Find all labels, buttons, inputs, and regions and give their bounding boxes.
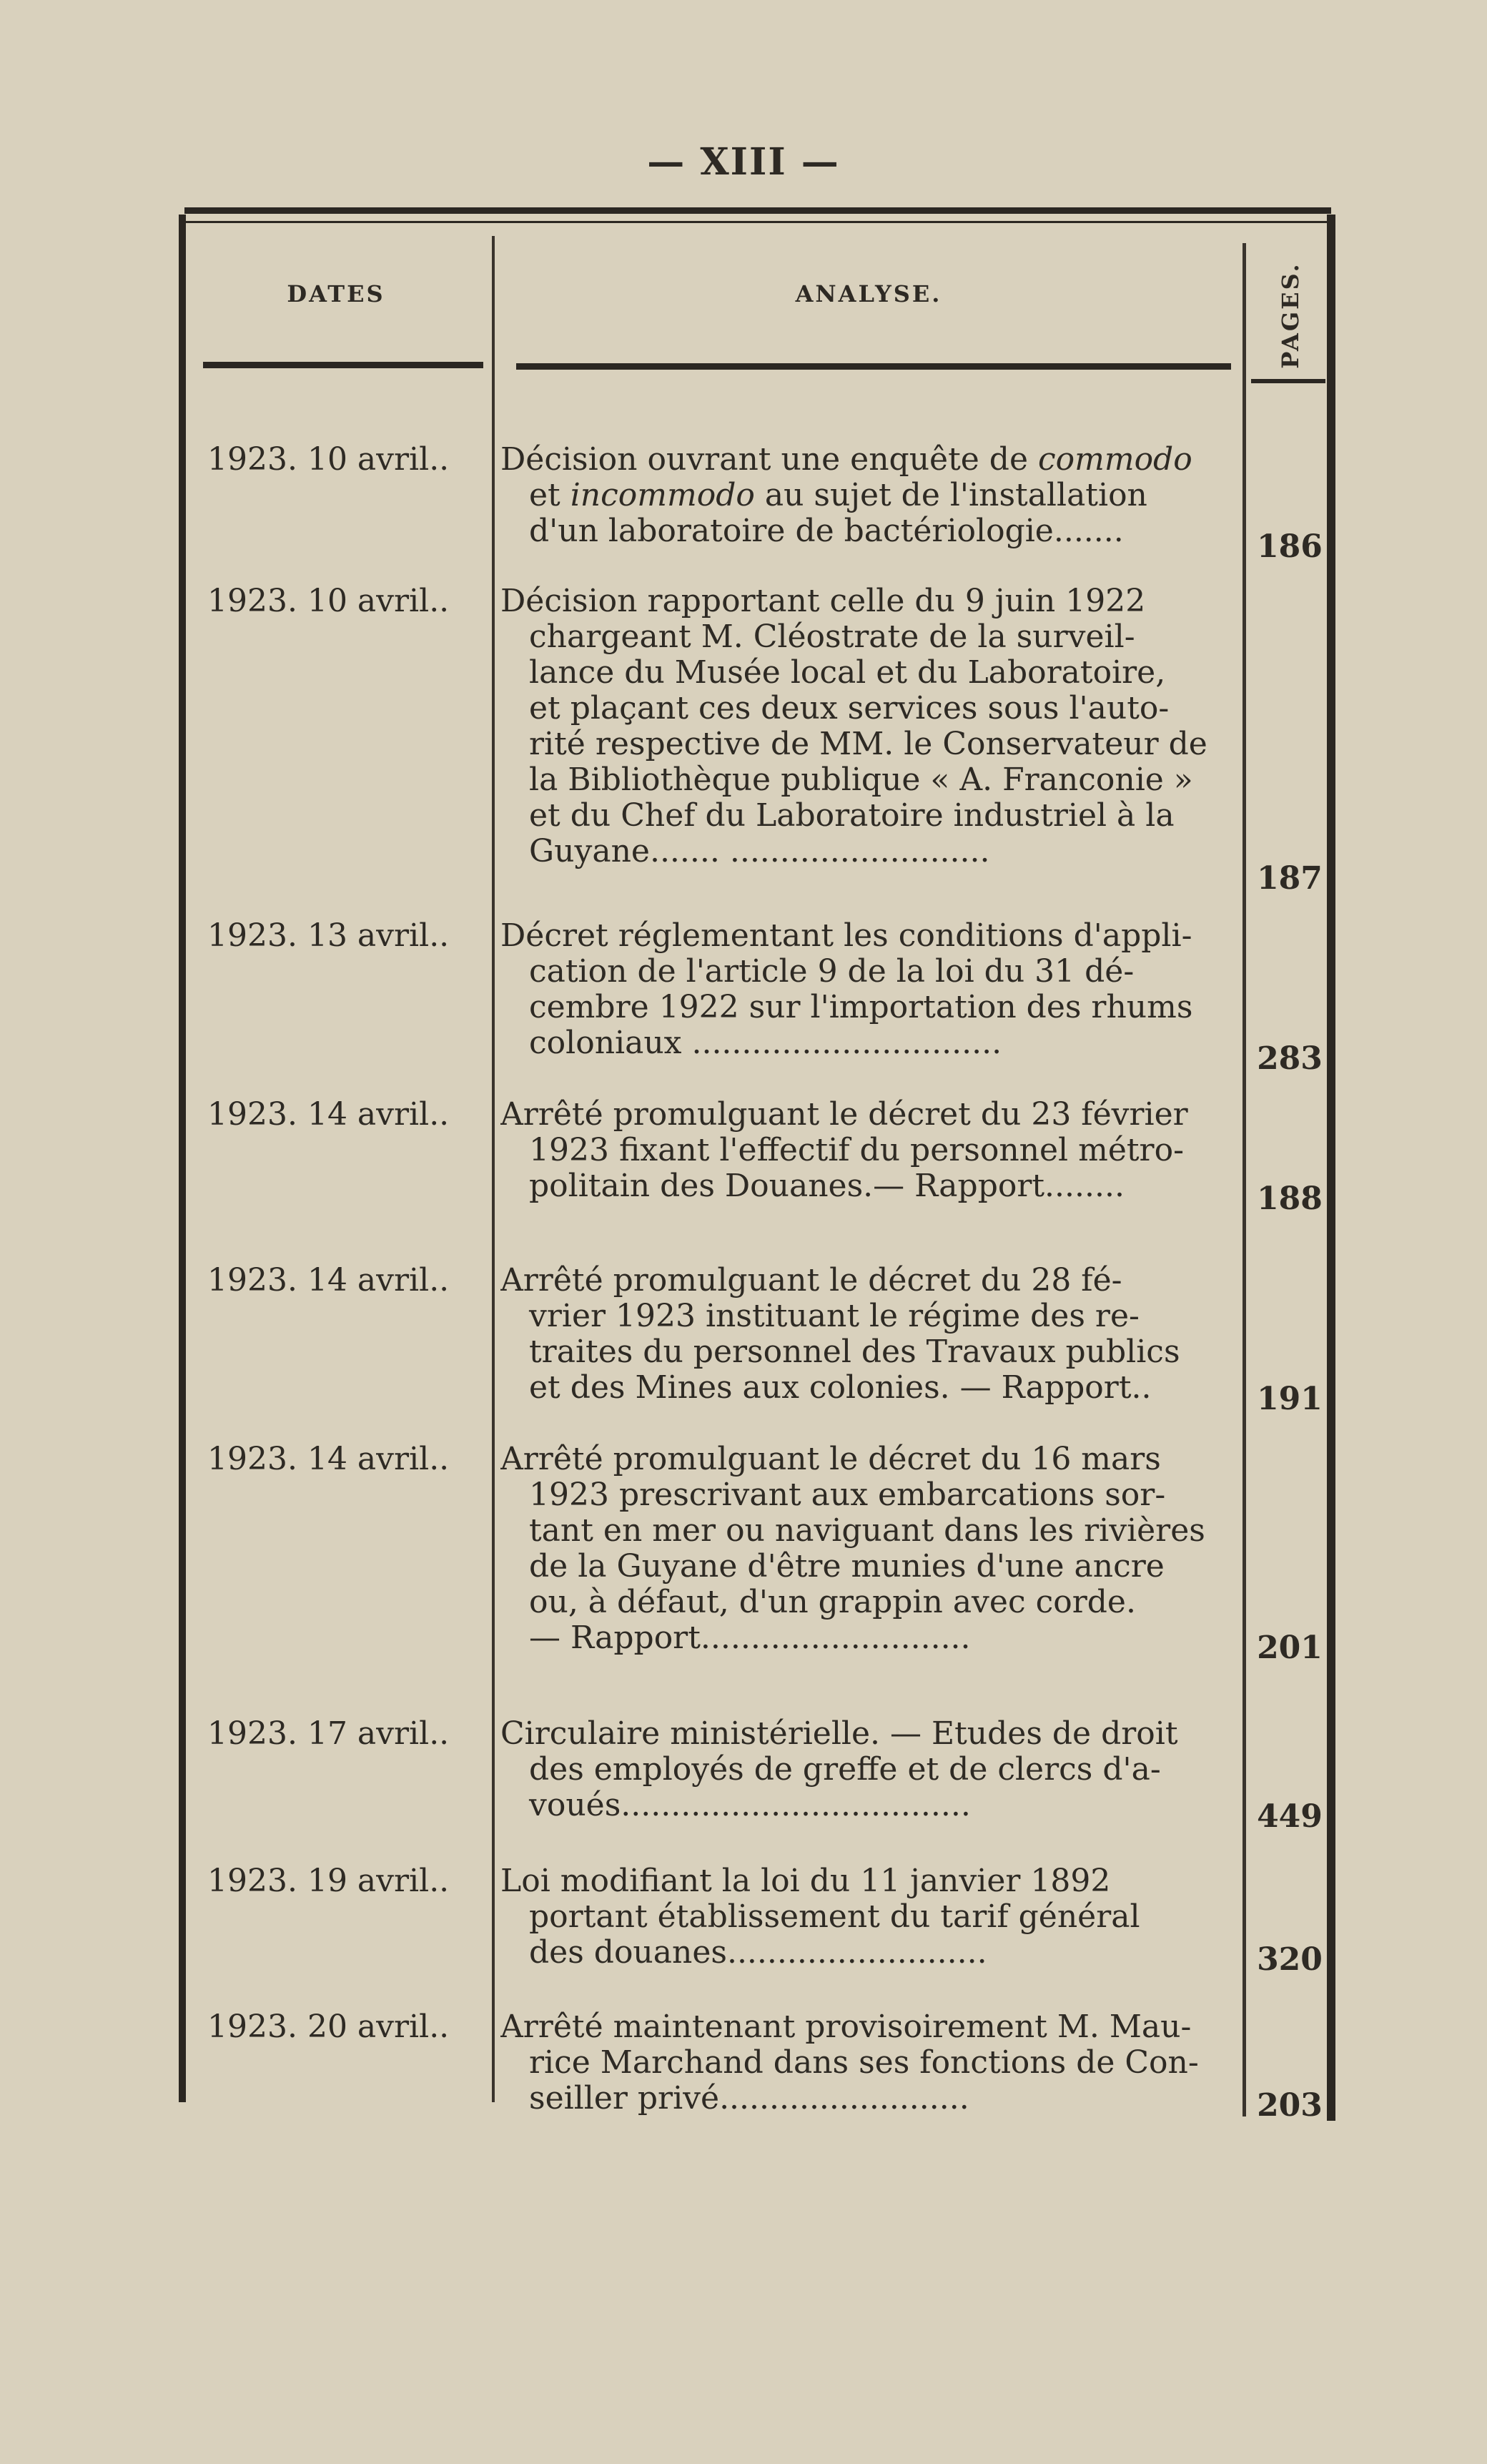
analysis-line: lance du Musée local et du Laboratoire, (529, 655, 1166, 691)
entry-page: 188 (1257, 1181, 1323, 1217)
table-left-border (179, 215, 186, 2102)
entry-analysis (500, 442, 1230, 549)
entry-page: 203 (1257, 2087, 1323, 2124)
entry-page: 449 (1257, 1798, 1323, 1835)
analysis-line: des employés de greffe et de clercs d'a- (529, 1752, 1161, 1788)
dates-column-header: DATES (287, 280, 385, 307)
pages-column-header: PAGES. (1277, 262, 1304, 369)
analysis-line: Décret réglementant les conditions d'appli- (500, 918, 1192, 954)
entry-date: 1923. 19 avril.. (207, 1863, 450, 1899)
analysis-line: coloniaux ............................... (529, 1025, 1002, 1061)
analysis-line: Guyane....... .......................... (529, 834, 990, 869)
analysis-line: portant établissement du tarif général (529, 1899, 1140, 1935)
entry-analysis (500, 2009, 1230, 2116)
entry-analysis (500, 1097, 1230, 1204)
entry-analysis (500, 1716, 1230, 1823)
entry-page: 320 (1257, 1941, 1323, 1978)
entry-analysis (500, 1263, 1230, 1406)
analyse-column-header: ANALYSE. (795, 280, 942, 307)
pages-column-divider (1243, 243, 1246, 2116)
analysis-line: et plaçant ces deux services sous l'auto- (529, 691, 1170, 726)
analysis-line: et incommodo au sujet de l'installation (529, 478, 1147, 513)
analysis-line: tant en mer ou naviguant dans les rivières (529, 1513, 1205, 1549)
analysis-line: Décision rapportant celle du 9 juin 1922 (500, 583, 1146, 619)
entry-analysis (500, 1442, 1230, 1656)
entry-date: 1923. 14 avril.. (207, 1441, 450, 1477)
table-top-border (184, 207, 1331, 223)
analyse-header-rule (516, 363, 1231, 370)
entry-analysis (500, 1863, 1230, 1971)
entry-date: 1923. 17 avril.. (207, 1715, 450, 1752)
entry-date: 1923. 20 avril.. (207, 2009, 450, 2045)
pages-header-rule (1251, 379, 1325, 383)
analysis-line: cembre 1922 sur l'importation des rhums (529, 990, 1193, 1025)
entry-page: 186 (1257, 528, 1323, 565)
analysis-line: 1923 fixant l'effectif du personnel métro- (529, 1133, 1184, 1168)
analysis-line: voués................................... (529, 1788, 971, 1823)
analysis-line: traites du personnel des Travaux publics (529, 1334, 1180, 1370)
analysis-line: seiller privé......................... (529, 2081, 969, 2116)
analysis-line: Décision ouvrant une enquête de commodo (500, 442, 1192, 478)
analysis-line: vrier 1923 instituant le régime des re- (529, 1298, 1140, 1334)
entry-date: 1923. 14 avril.. (207, 1262, 450, 1298)
analysis-line: ou, à défaut, d'un grappin avec corde. (529, 1585, 1136, 1620)
analysis-line: de la Guyane d'être munies d'une ancre (529, 1549, 1165, 1585)
page-number: — XIII — (647, 140, 840, 184)
dates-column-divider (492, 236, 495, 2102)
analysis-line: politain des Douanes.— Rapport........ (529, 1168, 1125, 1204)
analysis-line: Circulaire ministérielle. — Etudes de droit (500, 1716, 1178, 1752)
entry-analysis (500, 583, 1230, 869)
entry-date: 1923. 10 avril.. (207, 583, 450, 619)
analysis-line: des douanes.......................... (529, 1935, 987, 1971)
analysis-line: rité respective de MM. le Conservateur de (529, 726, 1207, 762)
entry-analysis (500, 918, 1230, 1061)
analysis-line: Arrêté maintenant provisoirement M. Mau- (500, 2009, 1192, 2045)
entry-date: 1923. 10 avril.. (207, 441, 450, 478)
table-right-border (1327, 215, 1335, 2121)
entry-page: 283 (1257, 1040, 1323, 1077)
analysis-line: Arrêté promulguant le décret du 23 février (500, 1097, 1188, 1133)
analysis-line: d'un laboratoire de bactériologie....... (529, 513, 1124, 549)
entry-page: 201 (1257, 1630, 1323, 1666)
analysis-line: et du Chef du Laboratoire industriel à la (529, 798, 1175, 834)
analysis-line: Arrêté promulguant le décret du 28 fé- (500, 1263, 1122, 1298)
analysis-line: Arrêté promulguant le décret du 16 mars (500, 1442, 1161, 1477)
dates-header-rule (203, 362, 483, 368)
entry-date: 1923. 13 avril.. (207, 917, 450, 954)
analysis-line: rice Marchand dans ses fonctions de Con- (529, 2045, 1199, 2081)
analysis-line: chargeant M. Cléostrate de la surveil- (529, 619, 1135, 655)
entry-page: 187 (1257, 860, 1323, 897)
analysis-line: Loi modifiant la loi du 11 janvier 1892 (500, 1863, 1111, 1899)
entry-date: 1923. 14 avril.. (207, 1096, 450, 1133)
analysis-line: cation de l'article 9 de la loi du 31 dé- (529, 954, 1135, 990)
entry-page: 191 (1257, 1381, 1323, 1417)
analysis-line: et des Mines aux colonies. — Rapport.. (529, 1370, 1152, 1406)
analysis-line: 1923 prescrivant aux embarcations sor- (529, 1477, 1166, 1513)
analysis-line: la Bibliothèque publique « A. Franconie » (529, 762, 1193, 798)
analysis-line: — Rapport........................... (529, 1620, 971, 1656)
